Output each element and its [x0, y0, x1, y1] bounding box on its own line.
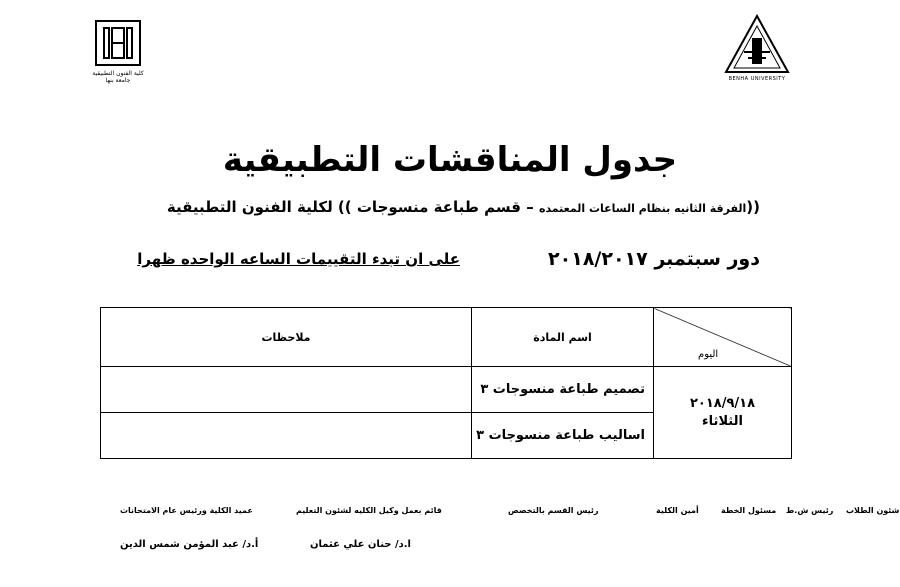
notes-cell [101, 367, 472, 413]
subject-cell: تصميم طباعة منسوجات ٣ [472, 367, 654, 413]
subtitle-dash: – [526, 198, 534, 216]
subtitle-main: قسم طباعة منسوجات )) لكلية الفنون التطبيقية [166, 198, 521, 216]
table-row [101, 367, 792, 413]
page-title: جدول المناقشات التطبيقية [222, 140, 678, 180]
start-time-note: على ان تبدء التقييمات الساعه الواحده ظهرا [137, 250, 460, 268]
university-logo-icon [722, 12, 792, 76]
sig-student-affairs: شئون الطلاب [846, 506, 900, 515]
university-logo [722, 12, 792, 90]
subject-cell: اساليب طباعة منسوجات ٣ [472, 413, 654, 459]
sig-dean: عميد الكلية ورئيس عام الامتحانات [120, 506, 253, 515]
subtitle-small: الفرقة الثانيه بنظام الساعات المعتمده [538, 202, 747, 215]
vice-dean-name: ا.د/ حنان علي عثمان [310, 539, 411, 550]
header-day [654, 308, 792, 367]
schedule-table [100, 307, 792, 459]
faculty-logo-caption: كلية الفنون التطبيقية جامعة بنها [92, 70, 144, 84]
header-day-label: اليوم [698, 349, 719, 360]
university-logo-caption: BENHA UNIVERSITY [728, 76, 786, 82]
page-subtitle [120, 198, 760, 216]
sig-plan-officer: مسئول الخطة [721, 506, 777, 515]
sig-vice-dean: قائم بعمل وكيل الكليه لشئون التعليم [296, 506, 442, 515]
table-header-row [101, 308, 792, 367]
header-subject: اسم المادة [472, 308, 654, 367]
exam-term: دور سبتمبر ٢٠١٨/٢٠١٧ [548, 248, 760, 270]
header-notes: ملاحظات [101, 308, 472, 367]
faculty-logo-icon [95, 20, 141, 66]
sig-college-secretary: أمين الكلية [656, 506, 699, 515]
notes-cell [101, 413, 472, 459]
day-name: الثلاثاء [702, 413, 743, 429]
subtitle-open: (( [746, 198, 760, 216]
faculty-logo [88, 20, 148, 92]
day-cell [654, 367, 792, 459]
dean-name: أ.د/ عبد المؤمن شمس الدين [120, 539, 259, 550]
sig-committee-head: رئيس ش.ط [786, 506, 834, 515]
day-date: ٢٠١٨/٩/١٨ [689, 395, 756, 411]
sig-department-head: رئيس القسم بالتخصص [508, 506, 599, 515]
